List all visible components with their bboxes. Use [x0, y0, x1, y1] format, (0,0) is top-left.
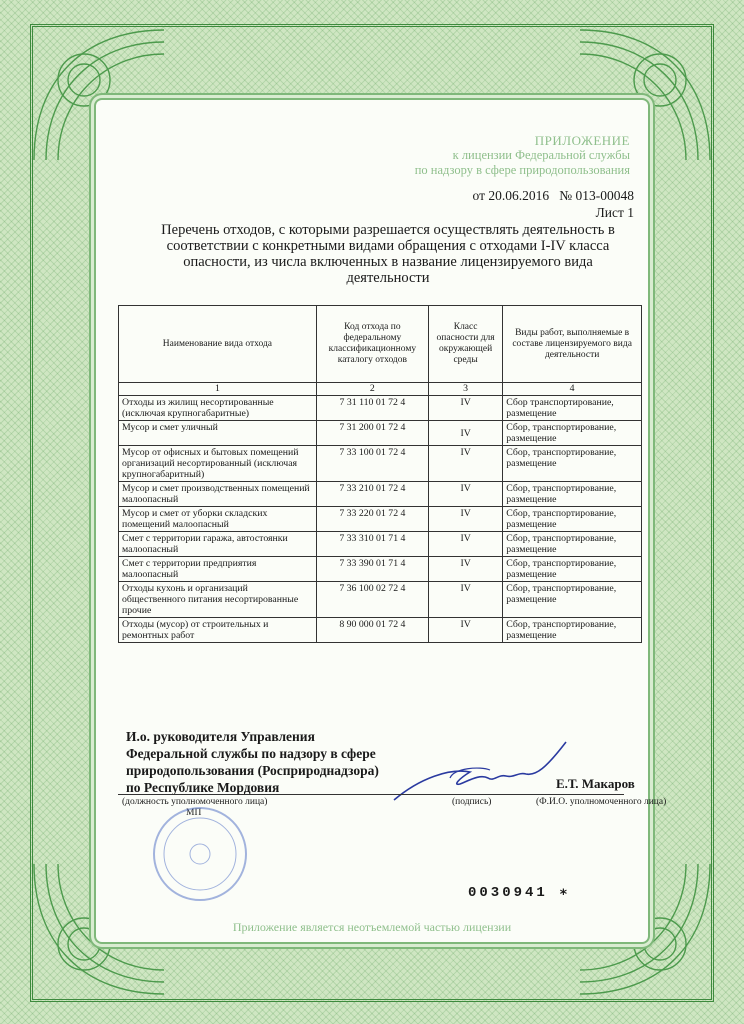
signatory-line: природопользования (Росприроднадзора) [126, 763, 379, 778]
appendix-header [415, 133, 630, 178]
waste-code: 7 33 210 01 72 4 [316, 482, 428, 507]
hazard-class: IV [428, 507, 502, 532]
work-types: Сбор, транспортирование, размещение [503, 532, 642, 557]
signatory-position [126, 728, 379, 796]
column-number: 1 [119, 383, 317, 396]
page-title: Перечень отходов, с которыми разрешается осуществлять деятельность в соответствии с конкретными видами обращения с отходами I-IV класса опасности, из числа включенных в название лицензируемого вида деятельности [161, 222, 615, 286]
footer-note: Приложение является неотъемлемой частью лицензии [232, 920, 512, 934]
table-row [119, 446, 642, 482]
work-types: Сбор транспортирование, размещение [503, 396, 642, 421]
table-row [119, 582, 642, 618]
waste-name: Мусор и смет от уборки складских помещений малоопасный [119, 507, 317, 532]
hazard-class: IV [428, 582, 502, 618]
signatory-line: Федеральной службы по надзору в сфере [126, 746, 376, 761]
waste-code: 7 33 310 01 71 4 [316, 532, 428, 557]
work-types: Сбор, транспортирование, размещение [503, 482, 642, 507]
caption-signature: (подпись) [452, 797, 492, 807]
signatory-line: по Республике Мордовия [126, 780, 280, 795]
waste-name: Смет с территории гаража, автостоянки малоопасный [119, 532, 317, 557]
hazard-class: IV [428, 482, 502, 507]
waste-code: 7 33 390 01 71 4 [316, 557, 428, 582]
work-types: Сбор, транспортирование, размещение [503, 507, 642, 532]
work-types: Сбор, транспортирование, размещение [503, 421, 642, 446]
waste-name: Отходы из жилищ несортированные (исключая крупногабаритные) [119, 396, 317, 421]
signatory-line: И.о. руководителя Управления [126, 729, 315, 744]
waste-name: Мусор от офисных и бытовых помещений организаций несортированный (исключая крупногабаритный) [119, 446, 317, 482]
table-row [119, 532, 642, 557]
column-header: Код отхода по федеральному классификационному каталогу отходов [316, 306, 428, 383]
hazard-class: IV [428, 421, 502, 446]
hazard-class: IV [428, 396, 502, 421]
hazard-class: IV [428, 446, 502, 482]
sheet-number: Лист 1 [595, 205, 634, 220]
form-serial-number: 0030941 ∗ [468, 885, 571, 901]
waste-code: 7 36 100 02 72 4 [316, 582, 428, 618]
caption-position: (должность уполномоченного лица) [122, 797, 268, 807]
table-header-row [119, 306, 642, 383]
hazard-class: IV [428, 557, 502, 582]
table-row [119, 421, 642, 446]
seal-placeholder-label: МП [186, 808, 202, 818]
hazard-class: IV [428, 618, 502, 643]
official-stamp-icon [130, 792, 270, 902]
waste-code: 7 31 200 01 72 4 [316, 421, 428, 446]
waste-name: Отходы (мусор) от строительных и ремонтных работ [119, 618, 317, 643]
document-date-number: от 20.06.2016 № 013-00048 [472, 188, 634, 203]
waste-name: Мусор и смет производственных помещений малоопасный [119, 482, 317, 507]
waste-table [118, 305, 642, 643]
column-header: Класс опасности для окружающей среды [428, 306, 502, 383]
waste-code: 7 31 110 01 72 4 [316, 396, 428, 421]
waste-name: Отходы кухонь и организаций общественного питания несортированные прочие [119, 582, 317, 618]
waste-name: Мусор и смет уличный [119, 421, 317, 446]
work-types: Сбор, транспортирование, размещение [503, 446, 642, 482]
column-number-row [119, 383, 642, 396]
table-row [119, 618, 642, 643]
work-types: Сбор, транспортирование, размещение [503, 557, 642, 582]
appendix-line-1: к лицензии Федеральной службы [452, 148, 630, 162]
work-types: Сбор, транспортирование, размещение [503, 618, 642, 643]
table-row [119, 482, 642, 507]
table-row [119, 507, 642, 532]
column-number: 3 [428, 383, 502, 396]
table-row [119, 557, 642, 582]
column-number: 4 [503, 383, 642, 396]
document-reference [473, 187, 634, 221]
column-header: Виды работ, выполняемые в составе лицензируемого вида деятельности [503, 306, 642, 383]
waste-name: Смет с территории предприятия малоопасный [119, 557, 317, 582]
waste-code: 8 90 000 01 72 4 [316, 618, 428, 643]
caption-name: (Ф.И.О. уполномоченного лица) [536, 797, 667, 807]
appendix-title: ПРИЛОЖЕНИЕ [534, 133, 630, 148]
column-header: Наименование вида отхода [119, 306, 317, 383]
work-types: Сбор, транспортирование, размещение [503, 582, 642, 618]
signatory-name: Е.Т. Макаров [556, 776, 635, 791]
hazard-class: IV [428, 532, 502, 557]
table-row [119, 396, 642, 421]
appendix-line-2: по надзору в сфере природопользования [414, 163, 630, 177]
column-number: 2 [316, 383, 428, 396]
waste-code: 7 33 220 01 72 4 [316, 507, 428, 532]
waste-code: 7 33 100 01 72 4 [316, 446, 428, 482]
